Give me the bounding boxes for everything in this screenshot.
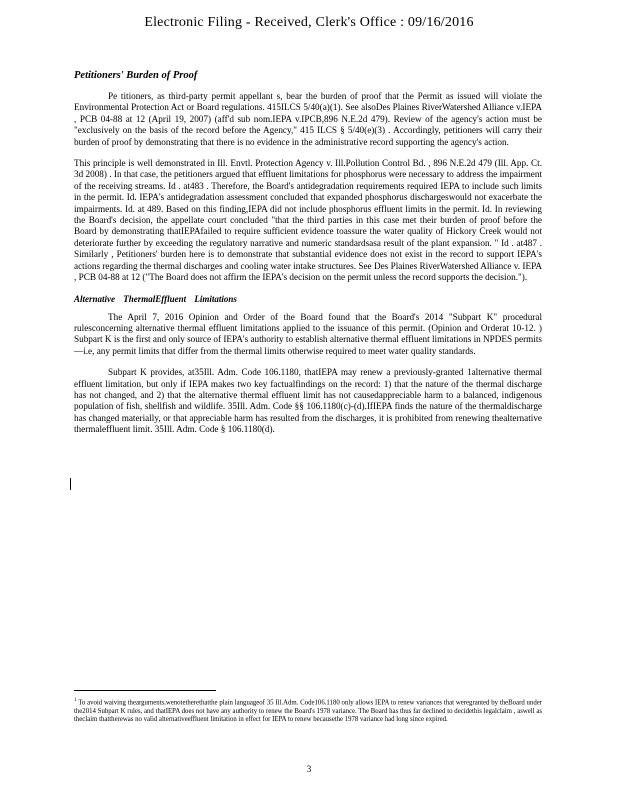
paragraph-principle-demonstrated: This principle is well demonstrated in Ill. Envtl. Protection Agency v. Ill.Pollution Control Bd. , 896 N.E.2d 479 (Ill. App. Ct. 3d 2008) . In that case, the petitioners argued that effluent limitations for phosphorus were necessary to address the impairment of the receiving streams. Id . at483 . Therefore, the Board's antidegradation requirements required IEPA to include such limits in the permit. Id. IEPA's antidegradation assessment concluded that expanded phosphorus dischargeswould not exacerbate the impairments. Id. at 489. Based on this finding,IEPA did not include phosphorus effluent limits in the permit. Id. In reviewing the Board's decision, the appellate court concluded "that the third parties in this case met their burden of proof before the Board by demonstrating thatIEPAfailed to require sufficient evidence toassure the water quality of Hickory Creek would not deteriorate further by exceeding the regulatory narrative and numeric standardsasa result of the plant expansion. " Id . at487 . Similarly , Petitioners' burden here is to demonstrate that substantial evidence does not exist in the record to support IEPA's actions regarding the thermal discharges and cooling water intake structures. See Des Plaines RiverWatershed Alliance v. IEPA , PCB 04-88 at 12 ("The Board does not affirm the IEPA's decision on the permit unless the record supports the decision."). xyxy=(74,158,542,283)
section-heading-alternative-limitations: Alternative ThermalEffluent Limitations xyxy=(74,293,237,304)
footnote-text: To avoid waiving thearguments,wenotetherethatthe plain languageof 35 Ill.Adm. Code106.1180 only allows IEPA to renew variances that weregranted by theBoard under the2014 Subpart K rules, and thatIEPA does not have any authority to renew the Board's 1978 variance. The Board has thus far declined to decidethis legalclaim , aswell as theclaim thattherewas no valid alternativeeffluent limitation in effect for IEPA to renew becausethe 1978 variance had long since expired. xyxy=(74,699,543,724)
revision-margin-bar xyxy=(70,478,71,490)
electronic-filing-header: Electronic Filing - Received, Clerk's Office : 09/16/2016 xyxy=(144,15,474,30)
footnote xyxy=(74,697,542,725)
footnote-divider xyxy=(74,690,216,691)
page-number: 3 xyxy=(306,764,312,774)
paragraph-april-opinion: The April 7, 2016 Opinion and Order of the Board found that the Board's 2014 "Subpart K" procedural rulesconcerning alternative thermal effluent limitations applied to the issuance of this permit. (Opinion and Orderat 10-12. ) Subpart K is the first and only source of IEPA's authority to establish alternative thermal effluent limitations in NPDES permits —i.e, any permit limits that differ from the thermal limits otherwise required to meet water quality standards. xyxy=(74,311,542,356)
paragraph-burden-of-proof: Pe titioners, as third-party permit appellant s, bear the burden of proof that the Permit as issued will violate the Environmental Protection Act or Board regulations. 415ILCS 5/40(a)(1). See alsoDes Plaines RiverWatershed Alliance v.IEPA , PCB 04-88 at 12 (April 19, 2007) (aff'd sub nom.IEPA v.IPCB,896 N.E.2d 479). Review of the agency's action must be "exclusively on the basis of the record before the Agency," 415 ILCS § 5/40(e)(3) . Accordingly, petitioners will carry their burden of proof by demonstrating that there is no evidence in the administrative record supporting the agency's action. xyxy=(74,91,542,147)
section-heading-burden-of-proof: Petitioners' Burden of Proof xyxy=(74,70,198,81)
paragraph-subpart-k: Subpart K provides, at35Ill. Adm. Code 106.1180, thatIEPA may renew a previously-granted 1alternative thermal effluent limitation, but only if IEPA makes two key factualfindings on the record: 1) that the nature of the thermal discharge has not changed, and 2) that the alternative thermal effluent limit has not causedappreciable harm to a balanced, indigenous population of fish, shellfish and wildlife. 35Ill. Adm. Code §§ 106.1180(c)-(d).IfIEPA finds the nature of the thermaldischarge has changed materially, or that appreciable harm has resulted from the discharges, it is prohibited from renewing thealternative thermaleffluent limit. 35Ill. Adm. Code § 106.1180(d). xyxy=(74,367,542,435)
footnote-marker: 1 xyxy=(74,698,77,703)
document-body xyxy=(74,70,542,446)
